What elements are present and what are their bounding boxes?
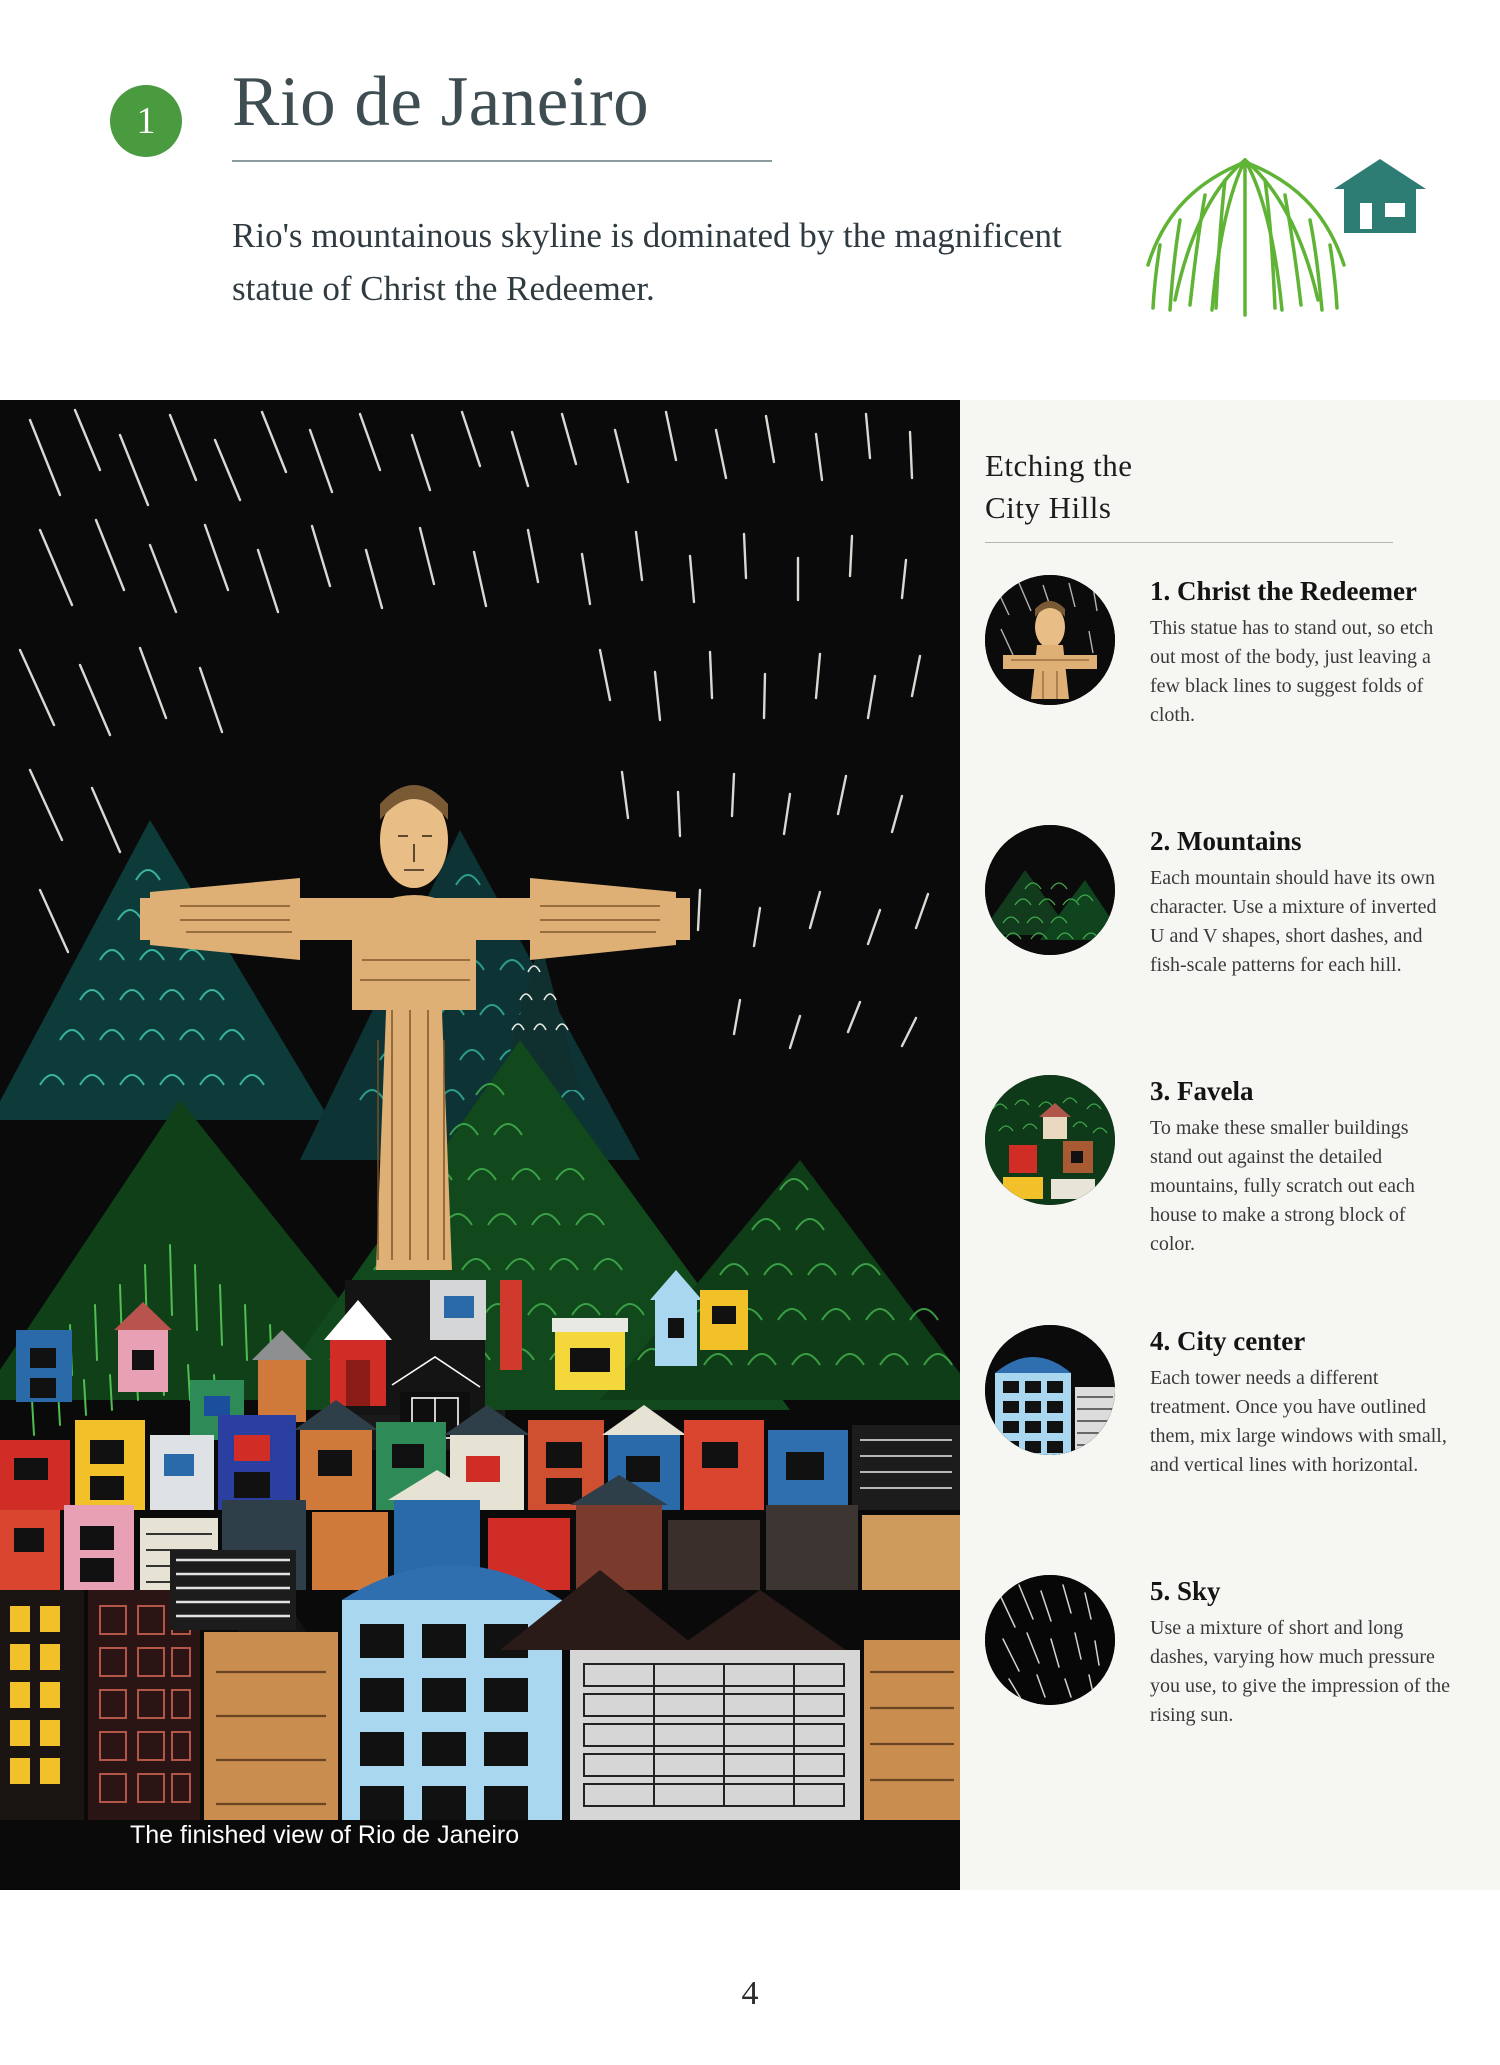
christ-redeemer-thumb bbox=[985, 575, 1115, 705]
rio-scratch-art bbox=[0, 400, 960, 1890]
tip-text bbox=[1150, 1575, 1450, 1730]
page-subtitle: Rio's mountainous skyline is dominated by the magnificent statue of Christ the Redeemer. bbox=[232, 216, 1062, 308]
page-header bbox=[0, 0, 1500, 400]
title-underline bbox=[232, 160, 772, 162]
page-number: 4 bbox=[741, 1975, 759, 2012]
tip-body: Each tower needs a different treatment. Once you have outlined them, mix large windows with small, and vertical lines with horizontal. bbox=[1150, 1367, 1447, 1477]
chapter-number-badge: 1 bbox=[110, 85, 182, 157]
tip-text bbox=[1150, 825, 1450, 980]
tip-heading: 4. City center bbox=[1150, 1326, 1306, 1356]
tip-heading: 2. Mountains bbox=[1150, 826, 1302, 856]
tip-body: Use a mixture of short and long dashes, varying how much pressure you use, to give the impression of the rising sun. bbox=[1150, 1617, 1450, 1727]
illustration-caption: The finished view of Rio de Janeiro bbox=[130, 1821, 520, 1849]
tip-body: Each mountain should have its own character. Use a mixture of inverted U and V shapes, short dashes, and fish-scale patterns for each hill. bbox=[1150, 867, 1437, 977]
favela-thumb bbox=[985, 1075, 1115, 1205]
tip-heading: 5. Sky bbox=[1150, 1576, 1221, 1606]
mountains-thumb bbox=[985, 825, 1115, 955]
sidebar-title-line2: City Hills bbox=[985, 489, 1112, 525]
sidebar-panel bbox=[960, 400, 1500, 1890]
sky-thumb bbox=[985, 1575, 1115, 1705]
tip-body: This statue has to stand out, so etch out most of the body, just leaving a few black lines to suggest folds of cloth. bbox=[1150, 617, 1434, 727]
tip-text bbox=[1150, 1325, 1450, 1480]
tip-body: To make these smaller buildings stand out against the detailed mountains, fully scratch out each house to make a strong block of color. bbox=[1150, 1117, 1415, 1256]
tip-text bbox=[1150, 1075, 1450, 1259]
sidebar-title bbox=[985, 445, 1425, 529]
city-center-thumb bbox=[985, 1325, 1115, 1455]
house-icon bbox=[1330, 155, 1430, 235]
page-title: Rio de Janeiro bbox=[232, 63, 650, 141]
sidebar-divider bbox=[985, 542, 1393, 543]
main-illustration bbox=[0, 400, 960, 1890]
tip-text bbox=[1150, 575, 1450, 730]
tip-heading: 1. Christ the Redeemer bbox=[1150, 576, 1417, 606]
sidebar-title-line1: Etching the bbox=[985, 448, 1133, 483]
tip-heading: 3. Favela bbox=[1150, 1076, 1254, 1106]
